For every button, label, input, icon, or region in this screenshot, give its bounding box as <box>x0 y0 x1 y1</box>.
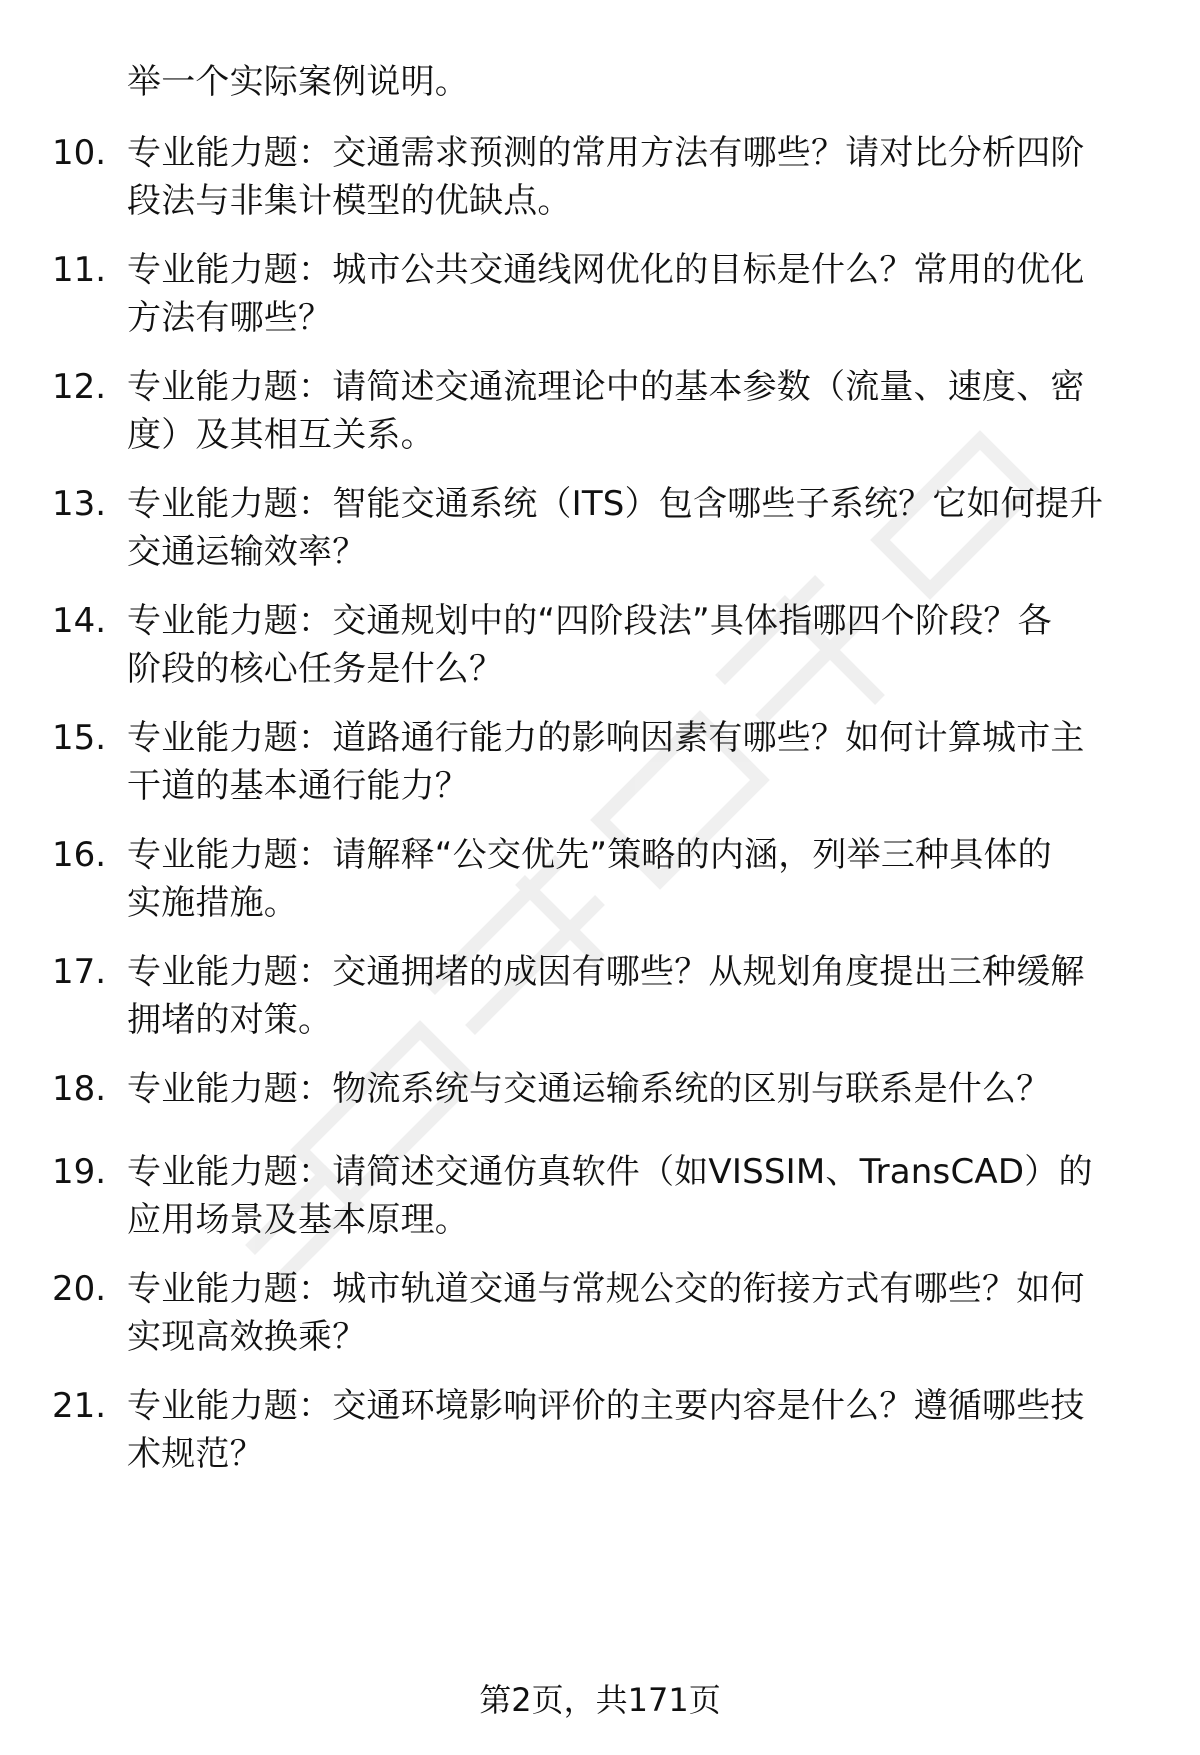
question-number: 16. <box>52 835 107 875</box>
question-text-line-2: 段法与非集计模型的优缺点。 <box>127 181 572 221</box>
continuation-line: 举一个实际案例说明。 <box>127 62 469 102</box>
question-text-line-2: 度）及其相互关系。 <box>127 415 435 455</box>
question-number: 15. <box>52 718 107 758</box>
question-text-line-2: 阶段的核心任务是什么？ <box>127 649 504 689</box>
question-text-line-2: 交通运输效率？ <box>127 532 367 572</box>
question-text-line-1: 专业能力题：交通拥堵的成因有哪些？从规划角度提出三种缓解 <box>127 952 1085 992</box>
question-text-line-1: 专业能力题：城市公共交通线网优化的目标是什么？常用的优化 <box>127 250 1085 290</box>
question-number: 12. <box>52 367 107 407</box>
question-number: 13. <box>52 484 107 524</box>
question-text-line-1: 专业能力题：城市轨道交通与常规公交的衔接方式有哪些？如何 <box>127 1269 1085 1309</box>
question-text-line-1: 专业能力题：请解释“公交优先”策略的内涵，列举三种具体的 <box>127 835 1052 875</box>
question-text-line-2: 拥堵的对策。 <box>127 1000 333 1040</box>
question-number: 14. <box>52 601 107 641</box>
question-text-line-1: 专业能力题：请简述交通仿真软件（如VISSIM、TransCAD）的 <box>127 1152 1093 1192</box>
question-text-line-2: 实施措施。 <box>127 883 298 923</box>
question-text-line-1: 专业能力题：交通环境影响评价的主要内容是什么？遵循哪些技 <box>127 1386 1085 1426</box>
question-text-line-2: 实现高效换乘？ <box>127 1317 367 1357</box>
question-text-line-1: 专业能力题：物流系统与交通运输系统的区别与联系是什么？ <box>127 1069 1051 1109</box>
question-number: 20. <box>52 1269 107 1309</box>
question-number: 10. <box>52 133 107 173</box>
question-number: 21. <box>52 1386 107 1426</box>
question-text-line-2: 术规范？ <box>127 1434 264 1474</box>
question-text-line-1: 专业能力题：交通规划中的“四阶段法”具体指哪四个阶段？各 <box>127 601 1052 641</box>
question-number: 19. <box>52 1152 107 1192</box>
question-text-line-1: 专业能力题：智能交通系统（ITS）包含哪些子系统？它如何提升 <box>127 484 1104 524</box>
question-text-line-1: 专业能力题：交通需求预测的常用方法有哪些？请对比分析四阶 <box>127 133 1085 173</box>
question-number: 18. <box>52 1069 107 1109</box>
question-text-line-2: 应用场景及基本原理。 <box>127 1200 469 1240</box>
question-text-line-2: 方法有哪些？ <box>127 298 333 338</box>
question-number: 11. <box>52 250 107 290</box>
question-text-line-1: 专业能力题：道路通行能力的影响因素有哪些？如何计算城市主 <box>127 718 1085 758</box>
page-footer: 第2页，共171页 <box>479 1681 721 1719</box>
question-number: 17. <box>52 952 107 992</box>
question-text-line-1: 专业能力题：请简述交通流理论中的基本参数（流量、速度、密 <box>127 367 1085 407</box>
question-text-line-2: 干道的基本通行能力？ <box>127 766 469 806</box>
